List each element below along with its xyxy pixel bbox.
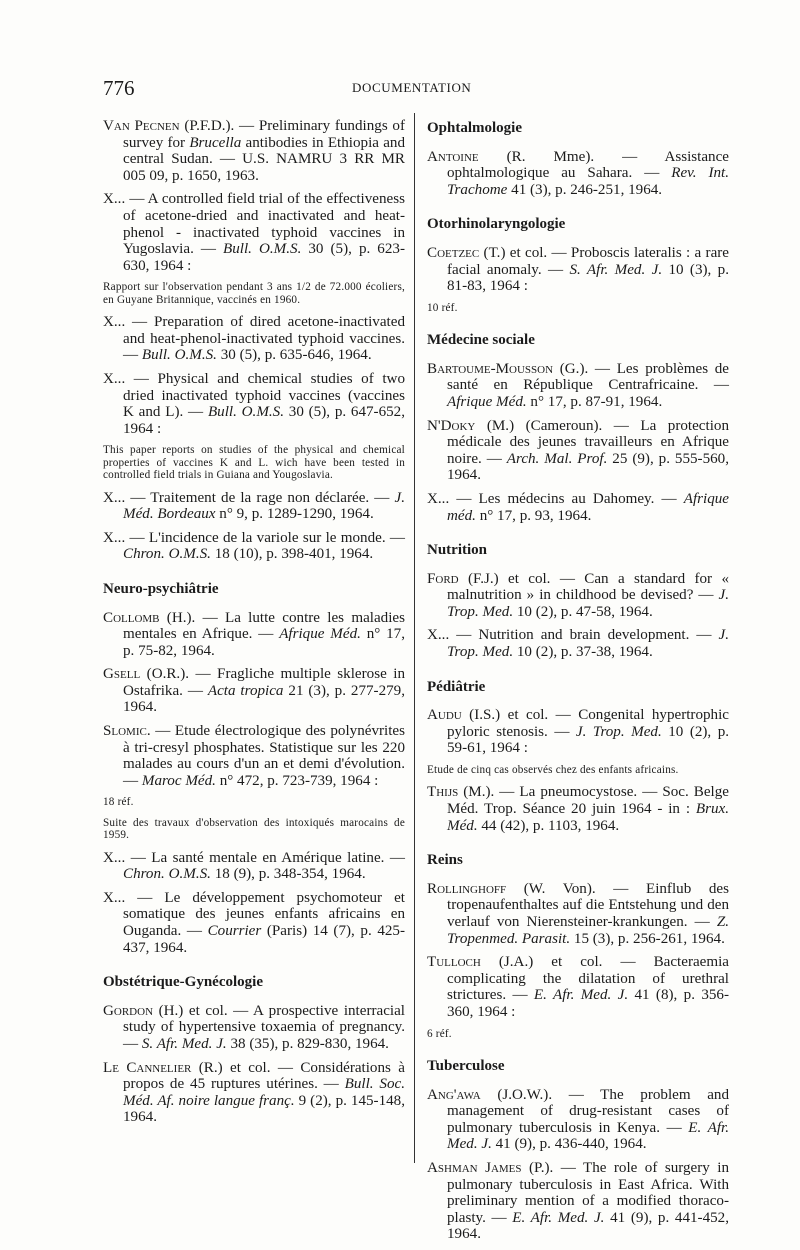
entries-reins (427, 881, 729, 1040)
entry-journal: J. Trop. Med. (447, 587, 729, 620)
section-heading-tuberculose: Tuberculose (427, 1057, 505, 1074)
entry-journal: Brux. Méd. (447, 801, 729, 834)
bibliography-entry (103, 490, 405, 523)
entry-journal: J. Méd. Bordeaux (123, 489, 405, 523)
entry-journal: E. Afr. Med. J. (533, 987, 629, 1004)
entry-text: (R. Mme). — Assistance ophtalmologique au Sahara. — (447, 148, 729, 182)
bibliography-entry (427, 1087, 729, 1153)
entry-text: X... — Les médecins au Dahomey. — (427, 490, 684, 507)
entry-journal: S. Afr. Med. J. (141, 1036, 227, 1052)
entry-citation: n° 9, p. 1289-1290, 1964. (215, 506, 374, 523)
entries-nutrition (427, 571, 729, 661)
entry-citation: n° 17, p. 93, 1964. (475, 507, 592, 524)
section-heading-obstetrique: Obstétrique-Gynécologie (103, 974, 263, 991)
entry-note: This paper reports on studies of the physical and chemical properties of vaccines K and L. wich have been tested in controlled field trials in Guiana and Yougoslavia. (103, 444, 405, 482)
entry-journal: Afrique méd. (447, 490, 729, 524)
entry-citation: n° 17, p. 87-91, 1964. (526, 393, 663, 410)
section-heading-ophtalmologie: Ophtalmologie (427, 120, 523, 136)
entry-author: Le Cannelier (103, 1059, 192, 1076)
entry-author: Coetzec (427, 244, 480, 261)
entry-text: X... — A controlled field trial of the effectiveness of acetone-dried and inactivated and heat-phenol - inactivated typhoid vaccines in Yugoslavia. — (103, 191, 405, 258)
entries-pediatrie (427, 707, 729, 834)
entry-text: (P.). — The role of surgery in pulmonary tuberculosis in East Africa. With preliminary mention of a modified thoraco-plasty. — (447, 1159, 729, 1226)
entry-note: Etude de cinq cas observés chez des enfants africains. (427, 764, 679, 777)
entry-citation: 25 (9), p. 555-560, 1964. (447, 450, 730, 484)
entry-text: (P.F.D.). — Preliminary fundings of survey for (123, 118, 405, 151)
bibliography-entry (427, 491, 729, 524)
bibliography-entry (103, 723, 405, 789)
entry-text: X... — Traitement de la rage non déclarée. — (103, 489, 395, 506)
section-heading-nutrition: Nutrition (427, 542, 487, 559)
entry-text: (R.) et col. — Considérations à propos de 45 ruptures utérines. — (123, 1059, 405, 1093)
bibliography-entry (427, 954, 729, 1020)
entry-citation: 10 (2), p. 47-58, 1964. (513, 603, 653, 620)
bibliography-entry (103, 371, 405, 437)
entry-text: X... — Le développement psychomoteur et somatique des jeunes enfants africains en Ouganda. — (103, 889, 405, 940)
entries-obstetrique (103, 1003, 405, 1126)
bibliography-entry (427, 245, 729, 295)
entry-citation: (Paris) 14 (7), p. 425-437, 1964. (123, 923, 406, 956)
entry-author: Tulloch (427, 954, 481, 971)
entry-journal: Z. Tropenmed. Parasit. (447, 914, 729, 947)
entry-citation: 18 (9), p. 348-354, 1964. (210, 866, 366, 883)
bibliography-entry (427, 784, 729, 834)
bibliography-entry (427, 1160, 729, 1243)
entry-journal: Courrier (207, 923, 262, 940)
bibliography-entry (427, 149, 729, 199)
entry-text: (M.). — La pneumocystose. — Soc. Belge Méd. Trop. Séance 20 juin 1964 - in : (447, 784, 729, 818)
entry-journal: Brucella (189, 134, 242, 151)
section-heading-medecine-sociale: Médecine sociale (427, 332, 535, 349)
bibliography-entry (103, 314, 405, 364)
entry-note: 6 réf. (427, 1027, 452, 1040)
entry-author: Thijs (427, 784, 459, 801)
entry-text: (H.). — La lutte contre les maladies mentales en Afrique. — (123, 609, 405, 643)
entry-author: Bartoume-Mousson (427, 360, 554, 377)
entry-citation: 30 (5), p. 623-630, 1964 : (123, 241, 405, 274)
bibliography-entry (427, 881, 729, 947)
entries-medecine-sociale (427, 361, 729, 524)
entry-author: Collomb (103, 609, 160, 626)
entry-text: (W. Von). — Einflub des tropenaufenthaltes auf die Entstehung und den verlauf von Nierensteiner-krankungen. — (447, 880, 729, 930)
entry-author: Audu (427, 707, 462, 724)
section-heading-reins: Reins (427, 852, 463, 869)
page-number: 776 (103, 76, 135, 100)
entry-citation: n° 472, p. 723-739, 1964 : (215, 772, 379, 789)
entry-text: (I.S.) et col. — Congenital hypertrophic pyloric stenosis. — (447, 707, 729, 740)
entry-author: N'Doky (427, 417, 476, 434)
bibliography-entry (103, 118, 405, 184)
entry-citation: 18 (10), p. 398-401, 1964. (210, 546, 374, 563)
entry-journal: Afrique Méd. (279, 626, 361, 643)
entry-author: Gordon (103, 1002, 154, 1019)
entry-citation: 41 (9), p. 441-452, 1964. (447, 1209, 729, 1243)
entry-journal: Bull. Soc. Méd. Af. noire langue franç. (123, 1076, 405, 1109)
running-head: DOCUMENTATION (352, 80, 472, 95)
entries-neuro (103, 610, 405, 957)
entry-text: X... — L'incidence de la variole sur le monde. — (103, 529, 405, 546)
entry-text: X... — La santé mentale en Amérique latine. — (103, 849, 405, 866)
entry-text: (O.R.). — Fragliche multiple sklerose in Ostafrika. — (123, 666, 405, 699)
entry-author: Ford (427, 570, 459, 587)
entry-text: (J.O.W.). — The problem and management of drug-resistant cases of pulmonary tuberculosis in Kenya. — (447, 1086, 729, 1136)
bibliography-entry (427, 418, 729, 484)
entry-journal: Arch. Mal. Prof. (506, 450, 608, 467)
entry-author: Gsell (103, 666, 141, 683)
bibliography-entry (427, 361, 729, 411)
entry-author: Van Pecnen (103, 118, 180, 134)
entry-note: 10 réf. (427, 301, 458, 314)
bibliography-entry (103, 610, 405, 660)
entry-citation: 15 (3), p. 256-261, 1964. (570, 930, 725, 947)
entry-note: Rapport sur l'observation pendant 3 ans 1/2 de 72.000 écoliers, en Guyane Britannique, vaccinés en 1960. (103, 281, 405, 306)
bibliography-entry (427, 571, 729, 621)
entry-citation: 41 (3), p. 246-251, 1964. (507, 181, 663, 198)
entry-note: Suite des travaux d'observation des intoxiqués marocains de 1959. (103, 816, 405, 842)
section-heading-neuro: Neuro-psychiâtrie (103, 580, 219, 597)
entry-journal: J. Trop. Med. (575, 723, 662, 740)
bibliography-entry (103, 1060, 405, 1126)
entries-top (103, 118, 405, 563)
entry-text: (M.) (Cameroun). — La protection médicale des jeunes travailleurs en Afrique noire. — (447, 417, 729, 467)
entry-author: Ashman James (427, 1159, 522, 1176)
section-heading-pediatrie: Pédiâtrie (427, 678, 486, 695)
entry-citation: 10 (2), p. 59-61, 1964 : (447, 723, 730, 757)
entry-journal: J. Trop. Med. (447, 627, 729, 661)
bibliography-entry (427, 707, 729, 757)
entry-citation: 30 (5), p. 635-646, 1964. (216, 347, 372, 364)
entry-citation: 38 (35), p. 829-830, 1964. (226, 1036, 389, 1052)
entry-citation: 10 (3), p. 81-83, 1964 : (447, 261, 729, 295)
bibliography-entry (103, 530, 405, 563)
entry-note: 18 réf. (103, 796, 134, 809)
column-divider (414, 113, 415, 1163)
entry-journal: Maroc Méd. (141, 772, 216, 789)
left-column (103, 118, 405, 1133)
entry-citation: n° 17, p. 75-82, 1964. (123, 626, 405, 659)
entry-author: Slomic (103, 723, 147, 740)
entry-journal: S. Afr. Med. J. (569, 261, 663, 278)
bibliography-entry (103, 191, 405, 274)
bibliography-entry (427, 627, 729, 660)
entry-author: Ang'awa (427, 1086, 481, 1103)
entry-journal: Acta tropica (207, 682, 284, 699)
entry-text: (G.). — Les problèmes de santé en République Centrafricaine. — (447, 360, 729, 394)
entry-text: X... — Nutrition and brain development. — (427, 627, 719, 644)
entry-citation: 41 (9), p. 436-440, 1964. (491, 1136, 647, 1153)
entry-text: (T.) et col. — Proboscis lateralis : a rare facial anomaly. — (447, 244, 729, 278)
entry-journal: Rev. Int. Trachome (447, 165, 730, 198)
entry-citation: 44 (42), p. 1103, 1964. (477, 817, 620, 834)
entry-citation: 30 (5), p. 647-652, 1964 : (123, 404, 405, 437)
entry-citation: 9 (2), p. 145-148, 1964. (123, 1092, 405, 1126)
right-column (427, 118, 729, 1250)
bibliography-entry (103, 850, 405, 883)
entry-author: Antoine (427, 148, 479, 165)
entry-journal: Chron. O.M.S. (123, 546, 211, 563)
bibliography-entry (103, 666, 405, 716)
entry-journal: Bull. O.M.S. (141, 347, 217, 364)
entry-citation: 21 (3), p. 277-279, 1964. (123, 682, 405, 716)
entry-journal: Chron. O.M.S. (123, 866, 211, 883)
entry-citation: antibodies in Ethiopia and central Sudan. — U.S. NAMRU 3 RR MR 005 09, p. 1650, 1963. (123, 134, 405, 184)
entry-text: (H.) et col. — A prospective interracial study of hypertensive toxaemia of pregnancy. — (123, 1002, 405, 1052)
entries-ophtalmologie (427, 149, 729, 199)
entry-text: X... — Physical and chemical studies of two dried inactivated typhoid vaccines (vaccines K and L). — (103, 370, 405, 421)
entry-text: . — Etude électrologique des polynévrites à tri-cresyl phosphates. Statistique sur les 220 malades au cours d'un an et demi d'évolution. — (123, 723, 405, 789)
entry-journal: Bull. O.M.S. (207, 404, 284, 421)
section-heading-orl: Otorhinolaryngologie (427, 216, 566, 233)
entry-text: X... — Preparation of dired acetone-inactivated and heat-phenol-inactivated typhoid vaccines. — (103, 314, 405, 364)
entry-citation: 41 (8), p. 356-360, 1964 : (447, 987, 729, 1020)
entries-tuberculose (427, 1087, 729, 1243)
entry-text: (F.J.) et col. — Can a standard for « malnutrition » in childhood be devised? — (447, 570, 729, 604)
entry-journal: Bull. O.M.S. (223, 241, 302, 258)
bibliography-entry (103, 1003, 405, 1053)
entry-journal: E. Afr. Med. J. (447, 1119, 729, 1153)
entry-journal: E. Afr. Med. J. (512, 1209, 605, 1226)
entry-citation: 10 (2), p. 37-38, 1964. (513, 644, 653, 661)
entry-text: (J.A.) et col. — Bacteraemia complicating the dilatation of urethral strictures. — (447, 954, 729, 1004)
entries-orl (427, 245, 729, 314)
entry-journal: Afrique Méd. (447, 393, 527, 410)
entry-author: Rollinghoff (427, 880, 507, 897)
bibliography-entry (103, 890, 405, 956)
